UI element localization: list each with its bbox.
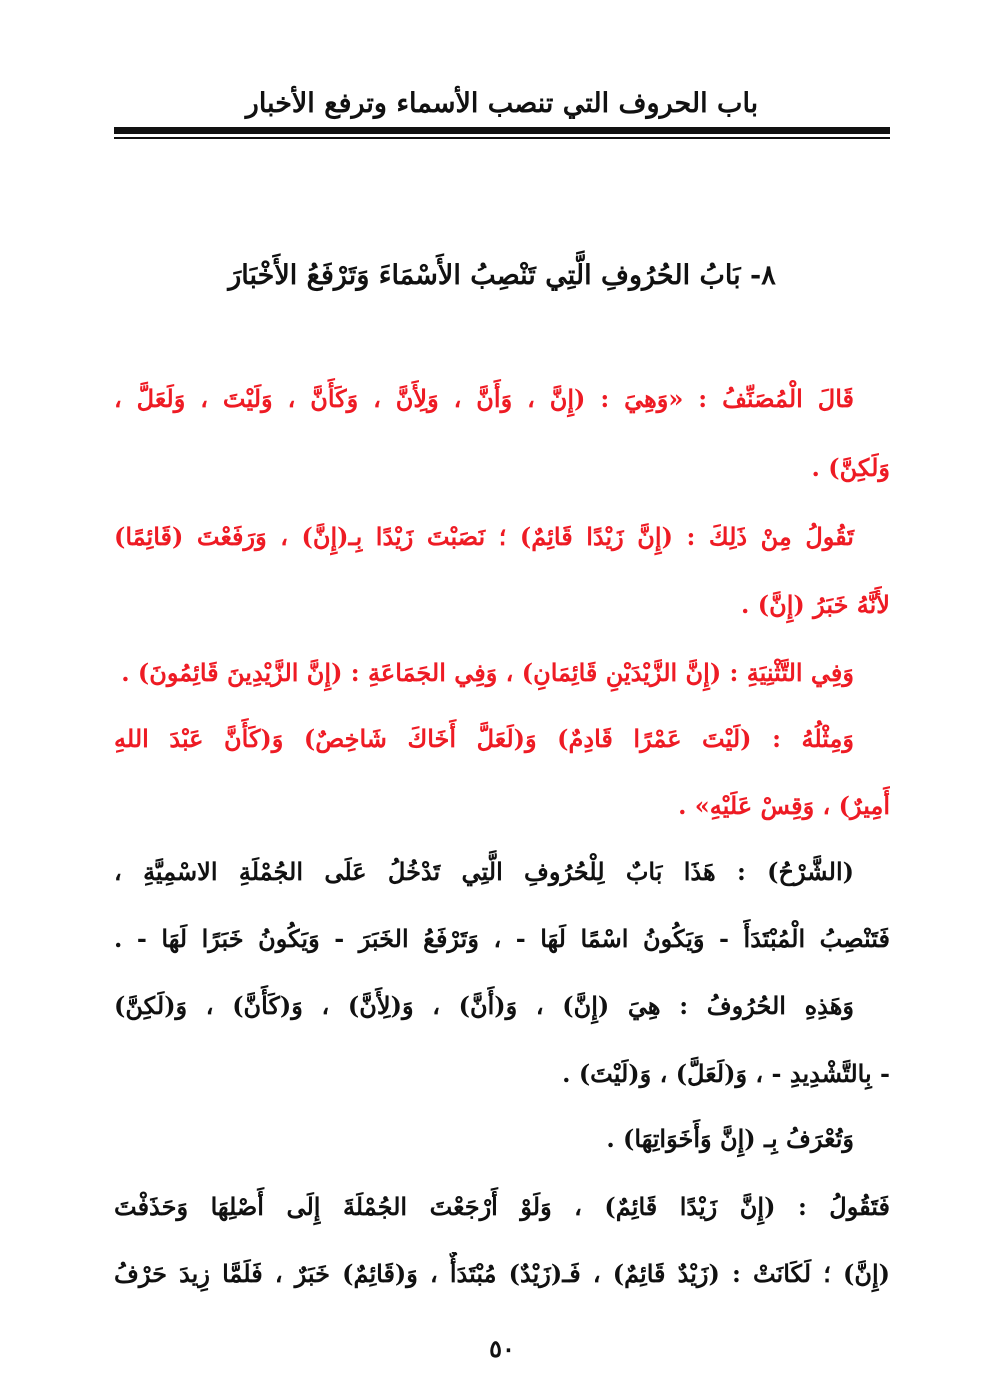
matn-line-2: وَلَكِنَّ) . [811, 453, 890, 482]
sharh-line-4: - بِالتَّشْدِيدِ - ، وَ(لَعَلَّ) ، وَ(لَيْتَ) . [562, 1059, 890, 1088]
header-rule-thin [114, 137, 890, 139]
matn-line-1: قَالَ الْمُصَنِّفُ : «وَهِيَ : (إِنَّ ، وَأَنَّ ، وَلِأَنَّ ، وَكَأَنَّ ، وَلَيْتَ ، وَلَعَلَّ ، [114, 384, 854, 413]
matn-line-4: لأَنَّهُ خَبَرُ (إِنَّ) . [741, 590, 890, 619]
running-header: باب الحروف التي تنصب الأسماء وترفع الأخبار [245, 88, 759, 119]
sharh-line-1: (الشَّرْحُ) : هَذَا بَابٌ لِلْحُرُوفِ الَّتِي تَدْخُلُ عَلَى الجُمْلَةِ الاسْمِيَّةِ ، [114, 857, 854, 886]
header-rule-thick [114, 127, 890, 134]
sharh-line-6: فَتَقُولُ : (إِنَّ زَيْدًا قَائِمٌ) ، وَلَوْ أَرْجَعْتَ الجُمْلَةَ إِلَى أَصْلِهَا وَحَذَفْتَ [114, 1192, 890, 1221]
matn-line-6: وَمِثْلُهُ : (لَيْتَ عَمْرًا قَادِمٌ) وَ(لَعَلَّ أَخَاكَ شَاخِصٌ) وَ(كَأَنَّ عَبْدَ اللهِ [114, 724, 854, 753]
page-number: ٥٠ [489, 1334, 515, 1363]
sharh-line-5: وَتُعْرَفُ بِـ (إِنَّ وَأَخَوَاتِهَا) . [606, 1124, 854, 1153]
matn-line-7: أَمِيرٌ) ، وَقِسْ عَلَيْهِ» . [678, 791, 890, 820]
matn-line-3: تَقُولُ مِنْ ذَلِكَ : (إِنَّ زَيْدًا قَائِمٌ) ؛ نَصَبْتَ زَيْدًا بِـ(إِنَّ) ، وَرَفَعْتَ (قَائِمًا) [114, 522, 854, 551]
matn-line-5: وَفِي التَّثْنِيَةِ : (إِنَّ الزَّيْدَيْنِ قَائِمَانِ) ، وَفِي الجَمَاعَةِ : (إِنَّ الزَّيْدِينَ قَائِمُونَ) . [121, 658, 854, 687]
sharh-line-7: (إِنَّ) ؛ لَكَانَتْ : (زَيْدٌ قَائِمٌ) ، فَـ(زَيْدٌ) مُبْتَدَأٌ ، وَ(قَائِمٌ) خَبَرٌ ، فَلَمَّا زِيدَ حَرْفُ [114, 1259, 890, 1288]
sharh-line-3: وَهَذِهِ الحُرُوفُ : هِيَ (إِنَّ) ، وَ(أَنَّ) ، وَ(لِأَنَّ) ، وَ(كَأَنَّ) ، وَ(لَكِنَّ) [114, 991, 854, 1020]
chapter-title: ٨- بَابُ الحُرُوفِ الَّتِي تَنْصِبُ الأَسْمَاءَ وَتَرْفَعُ الأَخْبَارَ [228, 260, 776, 291]
sharh-line-2: فَتَنْصِبُ الْمُبْتَدَأَ - وَيَكُونُ اسْمًا لَهَا - ، وَتَرْفَعُ الخَبَرَ - وَيَكُونُ خَبَرًا لَهَا - . [114, 924, 890, 953]
